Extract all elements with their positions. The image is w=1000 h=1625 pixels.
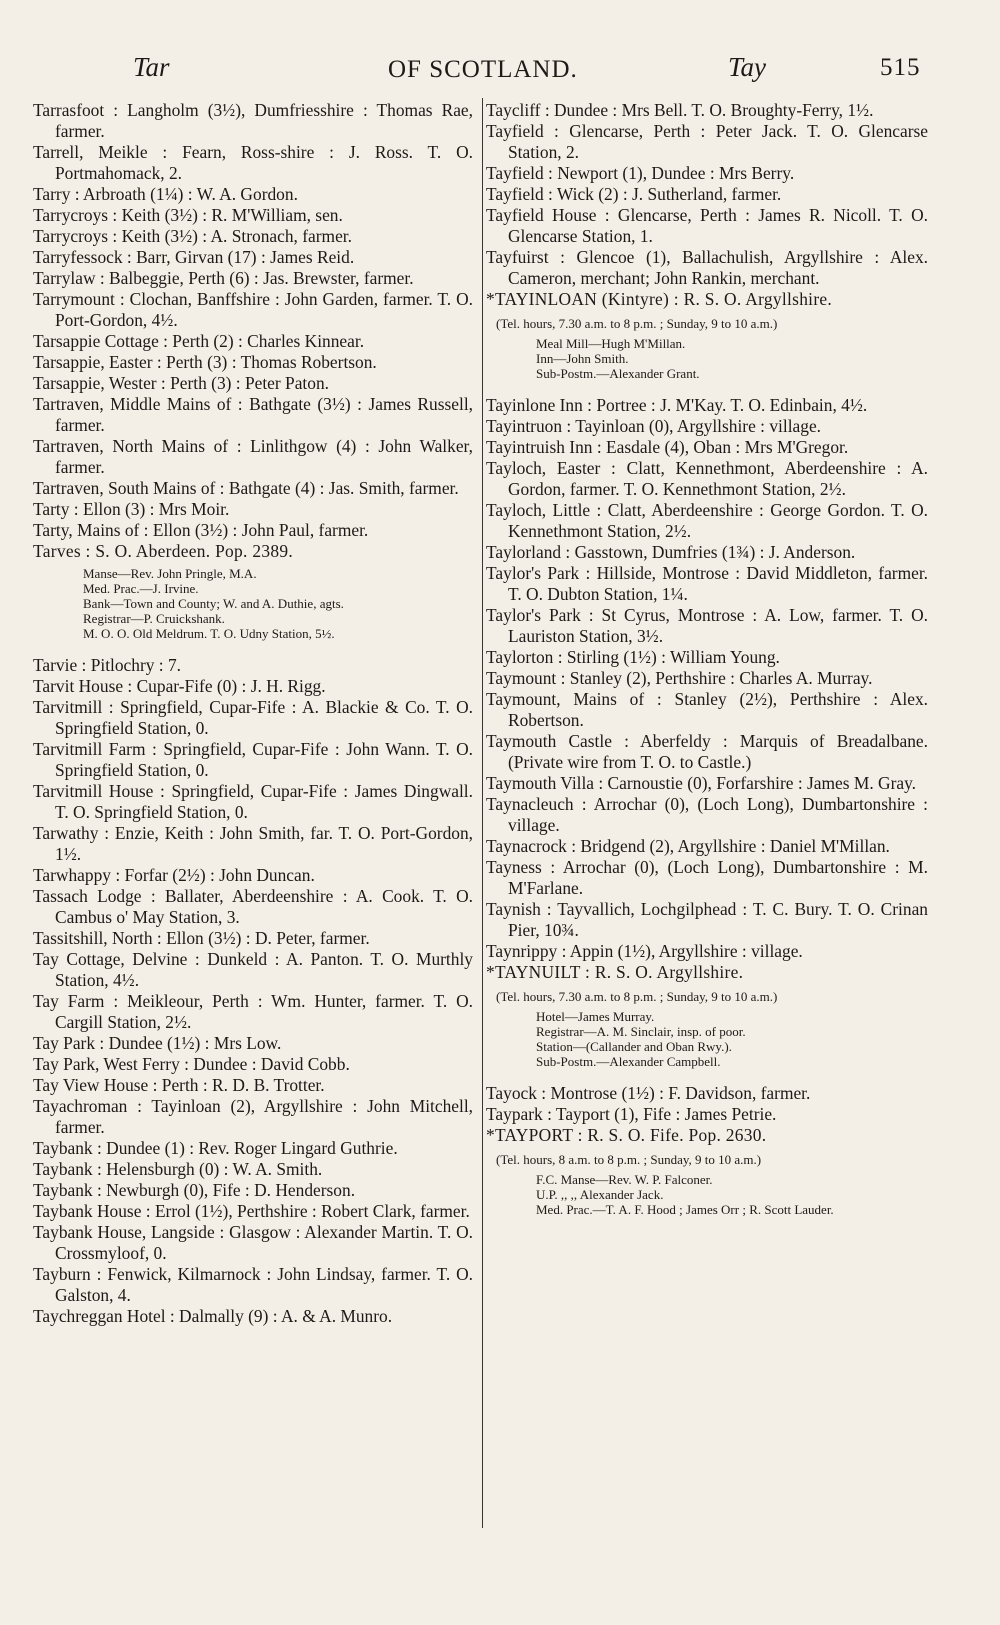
list-item-town: *TAYINLOAN (Kintyre) : R. S. O. Argyllshire.	[486, 289, 833, 309]
detail-line: Registrar—A. M. Sinclair, insp. of poor.	[536, 1024, 746, 1039]
list-item: Taybank : Helensburgh (0) : W. A. Smith.	[33, 1159, 323, 1179]
detail-line: M. O. O. Old Meldrum. T. O. Udny Station, 5½.	[83, 626, 335, 641]
list-item: Tarsappie, Wester : Perth (3) : Peter Paton.	[33, 373, 330, 393]
list-item: Tay Park : Dundee (1½) : Mrs Low.	[33, 1033, 282, 1053]
telegraph-hours: (Tel. hours, 7.30 a.m. to 8 p.m. ; Sunday, 9 to 10 a.m.)	[496, 316, 778, 331]
telegraph-hours: (Tel. hours, 8 a.m. to 8 p.m. ; Sunday, 9 to 10 a.m.)	[496, 1152, 762, 1167]
list-item: Taylor's Park : Hillside, Montrose : David Middleton, farmer. T. O. Dubton Station, 1¼.	[486, 563, 928, 604]
list-item: Tartraven, North Mains of : Linlithgow (4) : John Walker, farmer.	[33, 436, 473, 477]
list-item: Tarryfessock : Barr, Girvan (17) : James Reid.	[33, 247, 355, 267]
list-item: Tarvit House : Cupar-Fife (0) : J. H. Rigg.	[33, 676, 326, 696]
list-item-town: *TAYNUILT : R. S. O. Argyllshire.	[486, 962, 744, 982]
detail-line: F.C. Manse—Rev. W. P. Falconer.	[536, 1172, 713, 1187]
header-right-word: Tay	[728, 52, 767, 82]
list-item: Tassach Lodge : Ballater, Aberdeenshire : A. Cook. T. O. Cambus o' May Station, 3.	[33, 886, 473, 927]
list-item: Taylor's Park : St Cyrus, Montrose : A. Low, farmer. T. O. Lauriston Station, 3½.	[486, 605, 928, 646]
detail-line: U.P. ,, ,, Alexander Jack.	[536, 1187, 664, 1202]
list-item: Tayachroman : Tayinloan (2), Argyllshire : John Mitchell, farmer.	[33, 1096, 473, 1137]
list-item: Tay View House : Perth : R. D. B. Trotter.	[33, 1075, 325, 1095]
list-item: Taynrippy : Appin (1½), Argyllshire : village.	[486, 941, 803, 961]
list-item: Tayinlone Inn : Portree : J. M'Kay. T. O. Edinbain, 4½.	[486, 395, 868, 415]
list-item: Tayloch, Easter : Clatt, Kennethmont, Aberdeenshire : A. Gordon, farmer. T. O. Kennethmont Station, 2½.	[486, 458, 928, 499]
list-item: Taybank House, Langside : Glasgow : Alexander Martin. T. O. Crossmyloof, 0.	[33, 1222, 473, 1263]
list-item: Tarvie : Pitlochry : 7.	[33, 655, 182, 675]
list-item: Tayintruish Inn : Easdale (4), Oban : Mrs M'Gregor.	[486, 437, 849, 457]
list-item: Taylorton : Stirling (1½) : William Young.	[486, 647, 780, 667]
detail-line: Sub-Postm.—Alexander Campbell.	[536, 1054, 721, 1069]
list-item: Taypark : Tayport (1), Fife : James Petrie.	[486, 1104, 777, 1124]
list-item: Tarry : Arbroath (1¼) : W. A. Gordon.	[33, 184, 298, 204]
list-item: Taychreggan Hotel : Dalmally (9) : A. & A. Munro.	[33, 1306, 393, 1326]
list-item: Tarrymount : Clochan, Banffshire : John Garden, farmer. T. O. Port-Gordon, 4½.	[33, 289, 473, 330]
header-left-word: Tar	[133, 52, 170, 82]
list-item: Taycliff : Dundee : Mrs Bell. T. O. Broughty-Ferry, 1½.	[486, 100, 874, 120]
list-item: Tarrylaw : Balbeggie, Perth (6) : Jas. Brewster, farmer.	[33, 268, 414, 288]
detail-line: Hotel—James Murray.	[536, 1009, 655, 1024]
town-details	[33, 566, 473, 641]
list-item: Tarsappie, Easter : Perth (3) : Thomas Robertson.	[33, 352, 377, 372]
list-item: Taynish : Tayvallich, Lochgilphead : T. C. Bury. T. O. Crinan Pier, 10¾.	[486, 899, 928, 940]
list-item: Taymouth Castle : Aberfeldy : Marquis of Breadalbane. (Private wire from T. O. to Castle.)	[486, 731, 928, 772]
detail-line: Registrar—P. Cruickshank.	[83, 611, 225, 626]
list-item: Taybank : Newburgh (0), Fife : D. Henderson.	[33, 1180, 356, 1200]
detail-line: Sub-Postm.—Alexander Grant.	[536, 366, 700, 381]
list-item: Tarsappie Cottage : Perth (2) : Charles Kinnear.	[33, 331, 365, 351]
detail-line: Inn—John Smith.	[536, 351, 629, 366]
list-item: Tarrycroys : Keith (3½) : R. M'William, sen.	[33, 205, 343, 225]
detail-line: Med. Prac.—J. Irvine.	[83, 581, 199, 596]
list-item: Tayfield : Newport (1), Dundee : Mrs Berry.	[486, 163, 795, 183]
list-item: Tartraven, South Mains of : Bathgate (4) : Jas. Smith, farmer.	[33, 478, 459, 498]
list-item: Tayfield : Glencarse, Perth : Peter Jack. T. O. Glencarse Station, 2.	[486, 121, 928, 162]
list-item: Taymouth Villa : Carnoustie (0), Forfarshire : James M. Gray.	[486, 773, 917, 793]
list-item-town: Tarves : S. O. Aberdeen. Pop. 2389.	[33, 541, 293, 561]
telegraph-hours: (Tel. hours, 7.30 a.m. to 8 p.m. ; Sunday, 9 to 10 a.m.)	[496, 989, 778, 1004]
list-item: Tayloch, Little : Clatt, Aberdeenshire : George Gordon. T. O. Kennethmont Station, 2½.	[486, 500, 928, 541]
list-item: Tayintruon : Tayinloan (0), Argyllshire : village.	[486, 416, 822, 436]
detail-line: Med. Prac.—T. A. F. Hood ; James Orr ; R. Scott Lauder.	[536, 1202, 834, 1217]
list-item: Taynacrock : Bridgend (2), Argyllshire : Daniel M'Millan.	[486, 836, 890, 856]
detail-line: Meal Mill—Hugh M'Millan.	[536, 336, 686, 351]
list-item: Taymount, Mains of : Stanley (2½), Perthshire : Alex. Robertson.	[486, 689, 928, 730]
list-item: Tayock : Montrose (1½) : F. Davidson, farmer.	[486, 1083, 811, 1103]
list-item: Taybank : Dundee (1) : Rev. Roger Lingard Guthrie.	[33, 1138, 398, 1158]
list-item: Tarwathy : Enzie, Keith : John Smith, far. T. O. Port-Gordon, 1½.	[33, 823, 473, 864]
list-item: Tarrasfoot : Langholm (3½), Dumfriesshire : Thomas Rae, farmer.	[33, 100, 473, 141]
list-item: Tayfield : Wick (2) : J. Sutherland, farmer.	[486, 184, 782, 204]
list-item: Tayness : Arrochar (0), (Loch Long), Dumbartonshire : M. M'Farlane.	[486, 857, 928, 898]
town-details	[486, 336, 928, 381]
list-item: Tarty, Mains of : Ellon (3½) : John Paul, farmer.	[33, 520, 369, 540]
list-item: Tay Park, West Ferry : Dundee : David Cobb.	[33, 1054, 350, 1074]
list-item: Tartraven, Middle Mains of : Bathgate (3½) : James Russell, farmer.	[33, 394, 473, 435]
list-item: Tarvitmill Farm : Springfield, Cupar-Fife : John Wann. T. O. Springfield Station, 0.	[33, 739, 473, 780]
list-item: Taymount : Stanley (2), Perthshire : Charles A. Murray.	[486, 668, 873, 688]
left-column	[33, 100, 473, 1327]
detail-line: Manse—Rev. John Pringle, M.A.	[83, 566, 257, 581]
page-number: 515	[880, 54, 921, 81]
list-item: Tarwhappy : Forfar (2½) : John Duncan.	[33, 865, 315, 885]
list-item: Tayburn : Fenwick, Kilmarnock : John Lindsay, farmer. T. O. Galston, 4.	[33, 1264, 473, 1305]
town-details	[486, 1009, 928, 1069]
detail-line: Bank—Town and County; W. and A. Duthie, agts.	[83, 596, 344, 611]
list-item: Tassitshill, North : Ellon (3½) : D. Peter, farmer.	[33, 928, 370, 948]
list-item: Tay Farm : Meikleour, Perth : Wm. Hunter, farmer. T. O. Cargill Station, 2½.	[33, 991, 473, 1032]
town-details	[486, 1172, 928, 1217]
list-item: Tarrell, Meikle : Fearn, Ross-shire : J. Ross. T. O. Portmahomack, 2.	[33, 142, 473, 183]
list-item: Taynacleuch : Arrochar (0), (Loch Long), Dumbartonshire : village.	[486, 794, 928, 835]
list-item: Tarvitmill House : Springfield, Cupar-Fife : James Dingwall. T. O. Springfield Station, 0.	[33, 781, 473, 822]
list-item: Tarty : Ellon (3) : Mrs Moir.	[33, 499, 230, 519]
column-divider	[482, 98, 483, 1528]
list-item: Taylorland : Gasstown, Dumfries (1¾) : J. Anderson.	[486, 542, 856, 562]
list-item: Tarrycroys : Keith (3½) : A. Stronach, farmer.	[33, 226, 352, 246]
list-item: Tayfield House : Glencarse, Perth : James R. Nicoll. T. O. Glencarse Station, 1.	[486, 205, 928, 246]
list-item: Tay Cottage, Delvine : Dunkeld : A. Panton. T. O. Murthly Station, 4½.	[33, 949, 473, 990]
list-item-town: *TAYPORT : R. S. O. Fife. Pop. 2630.	[486, 1125, 767, 1145]
header-title: OF SCOTLAND.	[388, 56, 578, 83]
detail-line: Station—(Callander and Oban Rwy.).	[536, 1039, 732, 1054]
page-header	[0, 50, 1000, 90]
right-column	[486, 100, 928, 1231]
list-item: Taybank House : Errol (1½), Perthshire : Robert Clark, farmer.	[33, 1201, 470, 1221]
list-item: Tarvitmill : Springfield, Cupar-Fife : A. Blackie & Co. T. O. Springfield Station, 0.	[33, 697, 473, 738]
list-item: Tayfuirst : Glencoe (1), Ballachulish, Argyllshire : Alex. Cameron, merchant; John Rankin, merchant.	[486, 247, 928, 288]
